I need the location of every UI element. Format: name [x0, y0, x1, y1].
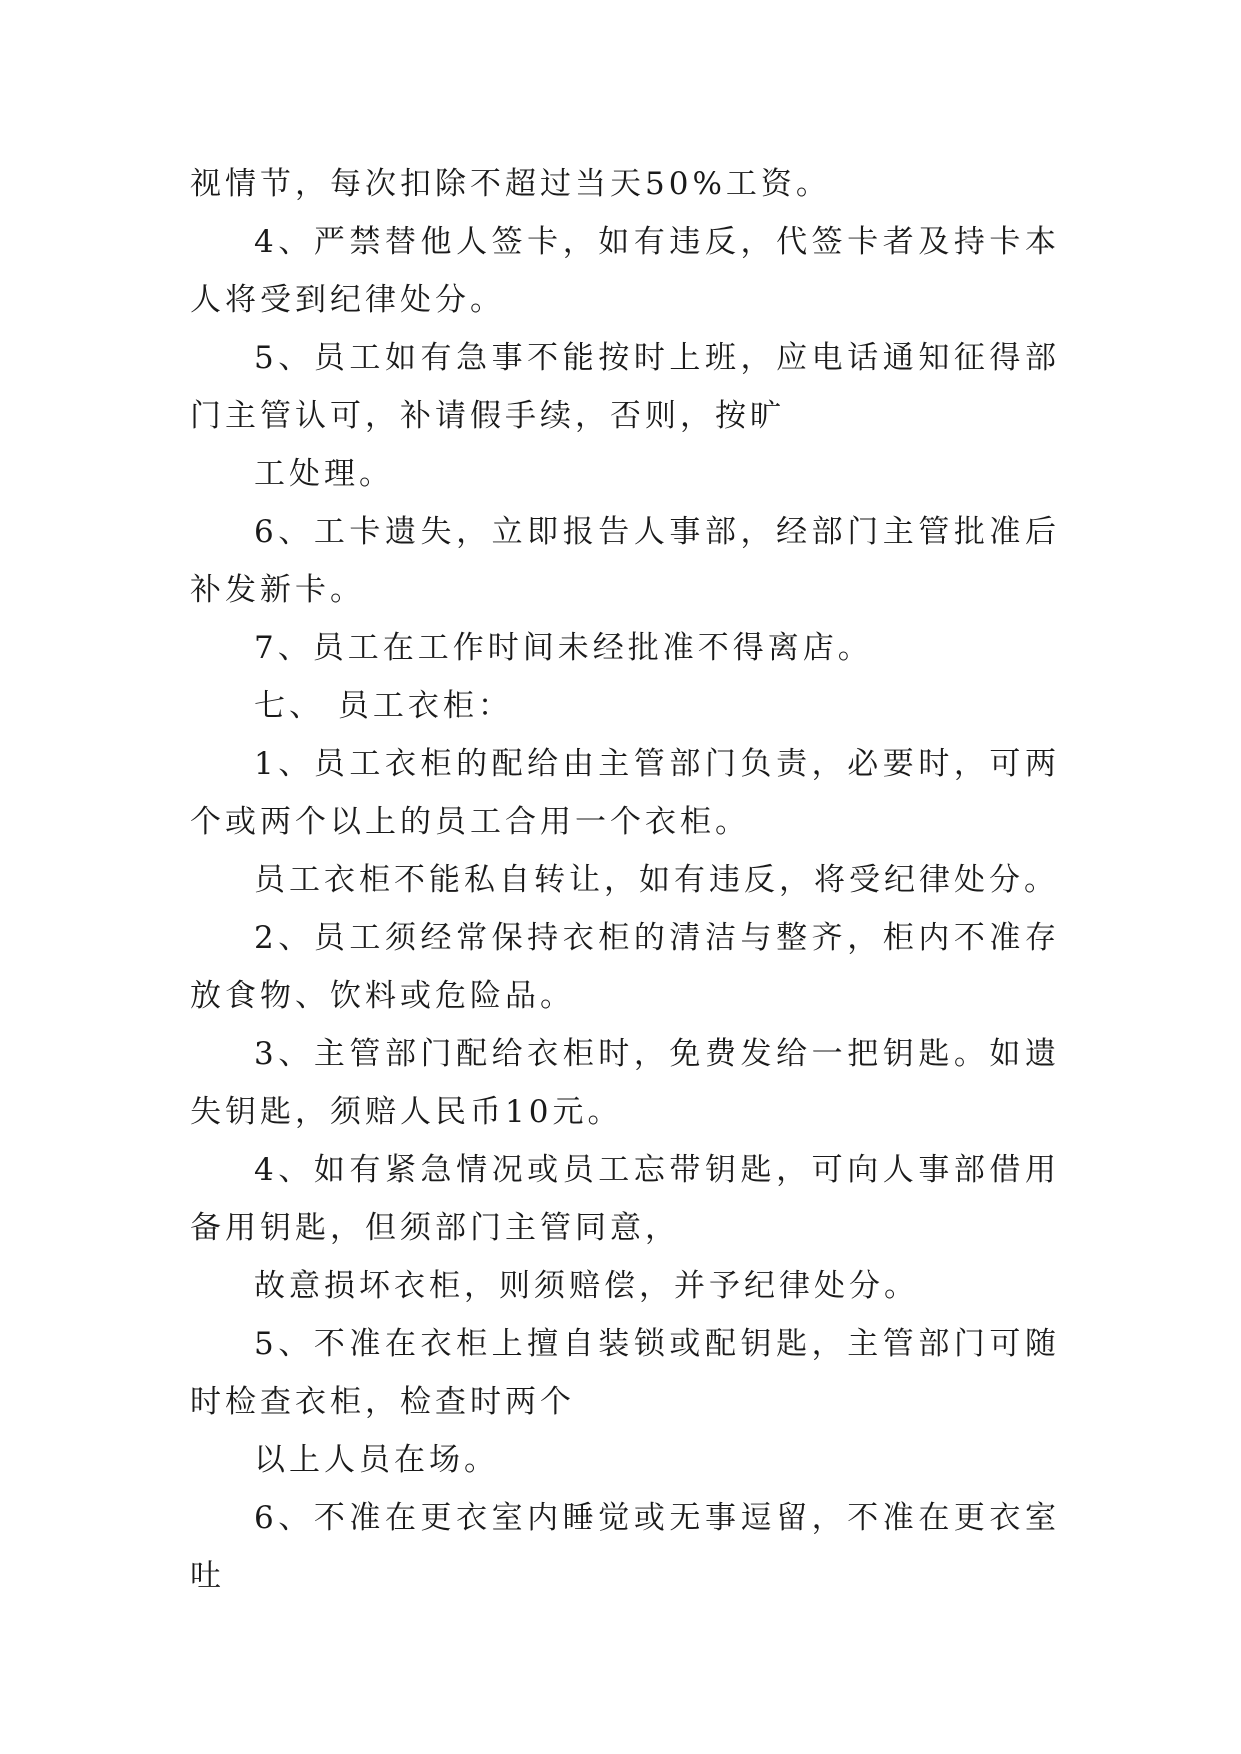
- section-heading-lockers: 七、 员工衣柜：: [254, 688, 513, 724]
- paragraph-locker-1-tail: 员工衣柜不能私自转让，如有违反，将受纪律处分。: [254, 862, 1059, 898]
- paragraph-locker-4-tail: 故意损坏衣柜，则须赔偿，并予纪律处分。: [254, 1268, 919, 1304]
- paragraph-locker-2: 2、员工须经常保持衣柜的清洁与整齐，柜内不准存放食物、饮料或危险品。: [190, 920, 1060, 1014]
- paragraph-locker-1: 1、员工衣柜的配给由主管部门负责，必要时，可两个或两个以上的员工合用一个衣柜。: [190, 746, 1060, 840]
- paragraph-continuation: 视情节，每次扣除不超过当天50%工资。: [190, 166, 831, 202]
- paragraph-rule-4: 4、严禁替他人签卡，如有违反，代签卡者及持卡本人将受到纪律处分。: [190, 224, 1060, 318]
- paragraph-rule-5: 5、员工如有急事不能按时上班，应电话通知征得部门主管认可，补请假手续，否则，按旷: [190, 340, 1060, 434]
- paragraph-locker-4: 4、如有紧急情况或员工忘带钥匙，可向人事部借用备用钥匙，但须部门主管同意，: [190, 1152, 1060, 1246]
- paragraph-locker-5: 5、不准在衣柜上擅自装锁或配钥匙，主管部门可随时检查衣柜，检查时两个: [190, 1326, 1060, 1420]
- paragraph-rule-7: 7、员工在工作时间未经批准不得离店。: [254, 630, 873, 666]
- paragraph-rule-5-tail: 工处理。: [254, 456, 394, 492]
- paragraph-locker-3: 3、主管部门配给衣柜时，免费发给一把钥匙。如遗失钥匙，须赔人民币10元。: [190, 1036, 1060, 1130]
- paragraph-rule-6: 6、工卡遗失，立即报告人事部，经部门主管批准后补发新卡。: [190, 514, 1060, 608]
- document-body: [190, 155, 1060, 1605]
- paragraph-locker-5-tail: 以上人员在场。: [254, 1442, 499, 1478]
- paragraph-locker-6: 6、不准在更衣室内睡觉或无事逗留，不准在更衣室吐: [190, 1500, 1060, 1594]
